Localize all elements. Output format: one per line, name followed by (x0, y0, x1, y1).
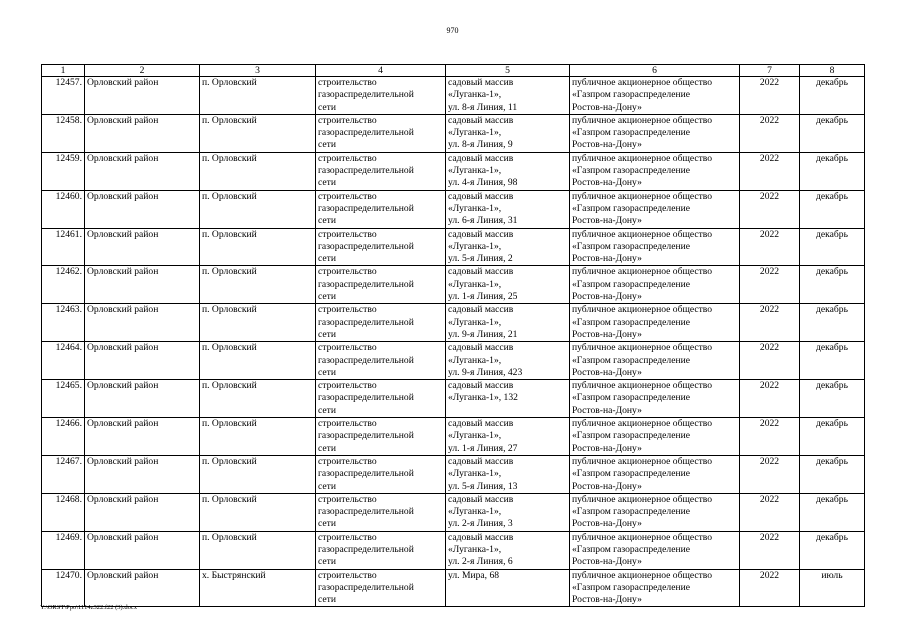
year-cell: 2022 (740, 228, 800, 266)
year-cell: 2022 (740, 380, 800, 418)
work-type-cell-line: строительство (318, 418, 377, 430)
organization-cell-line: публичное акционерное общество (572, 493, 713, 505)
settlement-cell: п. Орловский (200, 342, 316, 380)
organization-cell (570, 114, 740, 152)
column-header: 5 (446, 65, 570, 77)
work-type-cell-line: газораспределительной (318, 240, 414, 252)
organization-cell-line: Ростов-на-Дону» (572, 253, 642, 265)
address-cell-line (448, 405, 567, 417)
year-cell: 2022 (740, 114, 800, 152)
address-cell-line: ул. 8-я Линия, 11 (448, 101, 518, 113)
organization-cell-line: Ростов-на-Дону» (572, 556, 642, 568)
work-type-cell-line: газораспределительной (318, 581, 414, 593)
organization-cell-line: публичное акционерное общество (572, 342, 713, 354)
work-type-cell-line: газораспределительной (318, 127, 414, 139)
organization-cell-line: публичное акционерное общество (572, 304, 713, 316)
work-type-cell-line: сети (318, 328, 336, 340)
month-cell: декабрь (800, 190, 865, 228)
work-type-cell-line: газораспределительной (318, 278, 414, 290)
row-number: 12461. (42, 228, 85, 266)
address-cell-line: «Луганка-1», (448, 316, 502, 328)
month-cell: декабрь (800, 114, 865, 152)
organization-cell-line: Ростов-на-Дону» (572, 594, 642, 606)
address-cell-line: ул. 2-я Линия, 6 (448, 556, 513, 568)
work-type-cell-line: сети (318, 366, 336, 378)
table-row (42, 190, 865, 228)
organization-cell (570, 342, 740, 380)
address-cell-line: садовый массив (448, 266, 514, 278)
work-type-cell (316, 418, 446, 456)
address-cell-line: «Луганка-1», (448, 240, 502, 252)
work-type-cell-line: газораспределительной (318, 202, 414, 214)
month-cell: декабрь (800, 266, 865, 304)
row-number: 12458. (42, 114, 85, 152)
month-cell: декабрь (800, 455, 865, 493)
organization-cell (570, 266, 740, 304)
work-type-cell (316, 455, 446, 493)
work-type-cell-line: строительство (318, 304, 377, 316)
address-cell-line: ул. Мира, 68 (448, 569, 500, 581)
month-cell: декабрь (800, 418, 865, 456)
table-row (42, 531, 865, 569)
address-cell (446, 569, 570, 607)
organization-cell-line: Ростов-на-Дону» (572, 177, 642, 189)
row-number: 12466. (42, 418, 85, 456)
district-cell: Орловский район (85, 266, 200, 304)
work-type-cell (316, 114, 446, 152)
district-cell: Орловский район (85, 152, 200, 190)
table-row (42, 77, 865, 115)
address-cell (446, 380, 570, 418)
organization-cell-line: «Газпром газораспределение (572, 240, 690, 252)
address-cell (446, 114, 570, 152)
organization-cell-line: публичное акционерное общество (572, 266, 713, 278)
organization-cell-line: «Газпром газораспределение (572, 468, 690, 480)
year-cell: 2022 (740, 493, 800, 531)
organization-cell (570, 418, 740, 456)
settlement-cell: п. Орловский (200, 228, 316, 266)
row-number: 12460. (42, 190, 85, 228)
address-cell-line: садовый массив (448, 531, 514, 543)
organization-cell-line: «Газпром газораспределение (572, 543, 690, 555)
work-type-cell-line: сети (318, 556, 336, 568)
address-cell-line: садовый массив (448, 455, 514, 467)
work-type-cell (316, 266, 446, 304)
month-cell: декабрь (800, 342, 865, 380)
work-type-cell-line: строительство (318, 228, 377, 240)
month-cell: декабрь (800, 531, 865, 569)
address-cell-line: «Луганка-1», 132 (448, 392, 518, 404)
work-type-cell-line: сети (318, 291, 336, 303)
address-cell (446, 455, 570, 493)
year-cell: 2022 (740, 304, 800, 342)
address-cell (446, 418, 570, 456)
row-number: 12462. (42, 266, 85, 304)
settlement-cell: п. Орловский (200, 493, 316, 531)
district-cell: Орловский район (85, 114, 200, 152)
work-type-cell-line: газораспределительной (318, 316, 414, 328)
address-cell-line: «Луганка-1», (448, 543, 502, 555)
organization-cell-line: Ростов-на-Дону» (572, 101, 642, 113)
work-type-cell-line: газораспределительной (318, 468, 414, 480)
address-cell-line: «Луганка-1», (448, 202, 502, 214)
address-cell-line: ул. 5-я Линия, 2 (448, 253, 513, 265)
work-type-cell-line: сети (318, 139, 336, 151)
table-row (42, 455, 865, 493)
district-cell: Орловский район (85, 569, 200, 607)
district-cell: Орловский район (85, 190, 200, 228)
year-cell: 2022 (740, 266, 800, 304)
row-number: 12469. (42, 531, 85, 569)
work-type-cell (316, 531, 446, 569)
organization-cell (570, 152, 740, 190)
address-cell-line: «Луганка-1», (448, 468, 502, 480)
work-type-cell-line: газораспределительной (318, 506, 414, 518)
settlement-cell: п. Орловский (200, 77, 316, 115)
address-cell-line: садовый массив (448, 114, 514, 126)
row-number: 12459. (42, 152, 85, 190)
month-cell: декабрь (800, 77, 865, 115)
organization-cell-line: «Газпром газораспределение (572, 430, 690, 442)
table-row (42, 569, 865, 607)
work-type-cell-line: строительство (318, 493, 377, 505)
work-type-cell-line: сети (318, 253, 336, 265)
year-cell: 2022 (740, 342, 800, 380)
table-body (42, 77, 865, 607)
address-cell-line: садовый массив (448, 77, 514, 88)
month-cell: декабрь (800, 228, 865, 266)
address-cell (446, 152, 570, 190)
work-type-cell (316, 190, 446, 228)
address-cell-line: «Луганка-1», (448, 430, 502, 442)
organization-cell (570, 569, 740, 607)
address-cell-line: «Луганка-1», (448, 354, 502, 366)
organization-cell-line: Ростов-на-Дону» (572, 404, 642, 416)
address-cell-line: «Луганка-1», (448, 506, 502, 518)
address-cell (446, 190, 570, 228)
organization-cell (570, 531, 740, 569)
work-type-cell-line: строительство (318, 455, 377, 467)
address-cell-line: ул. 4-я Линия, 98 (448, 177, 518, 189)
organization-cell-line: Ростов-на-Дону» (572, 366, 642, 378)
column-header: 1 (42, 65, 85, 77)
address-cell (446, 77, 570, 115)
column-header: 8 (800, 65, 865, 77)
organization-cell (570, 493, 740, 531)
work-type-cell-line: строительство (318, 266, 377, 278)
district-cell: Орловский район (85, 455, 200, 493)
settlement-cell: п. Орловский (200, 114, 316, 152)
month-cell: декабрь (800, 304, 865, 342)
address-cell (446, 304, 570, 342)
work-type-cell (316, 569, 446, 607)
work-type-cell-line: сети (318, 177, 336, 189)
organization-cell-line: публичное акционерное общество (572, 531, 713, 543)
address-cell-line: садовый массив (448, 380, 514, 392)
table-row (42, 228, 865, 266)
month-cell: июль (800, 569, 865, 607)
work-type-cell (316, 342, 446, 380)
address-cell-line (448, 594, 567, 606)
work-type-cell (316, 77, 446, 115)
work-type-cell (316, 380, 446, 418)
work-type-cell-line: газораспределительной (318, 430, 414, 442)
year-cell: 2022 (740, 418, 800, 456)
row-number: 12470. (42, 569, 85, 607)
settlement-cell: п. Орловский (200, 152, 316, 190)
work-type-cell-line: строительство (318, 190, 377, 202)
row-number: 12465. (42, 380, 85, 418)
organization-cell-line: «Газпром газораспределение (572, 278, 690, 290)
organization-cell-line: «Газпром газораспределение (572, 165, 690, 177)
work-type-cell (316, 304, 446, 342)
organization-cell-line: публичное акционерное общество (572, 418, 713, 430)
work-type-cell-line: строительство (318, 152, 377, 164)
month-cell: декабрь (800, 152, 865, 190)
district-cell: Орловский район (85, 418, 200, 456)
address-cell-line (448, 582, 567, 594)
month-cell: декабрь (800, 380, 865, 418)
row-number: 12463. (42, 304, 85, 342)
work-type-cell-line: строительство (318, 77, 377, 88)
organization-cell-line: Ростов-на-Дону» (572, 442, 642, 454)
organization-cell-line: публичное акционерное общество (572, 228, 713, 240)
table-row (42, 493, 865, 531)
organization-cell-line: публичное акционерное общество (572, 380, 713, 392)
address-cell-line: «Луганка-1», (448, 127, 502, 139)
organization-cell (570, 304, 740, 342)
organization-cell (570, 455, 740, 493)
settlement-cell: п. Орловский (200, 380, 316, 418)
organization-cell-line: «Газпром газораспределение (572, 506, 690, 518)
address-cell-line: ул. 8-я Линия, 9 (448, 139, 513, 151)
organization-cell (570, 190, 740, 228)
work-type-cell-line: строительство (318, 569, 377, 581)
table-row (42, 304, 865, 342)
work-type-cell-line: сети (318, 518, 336, 530)
district-cell: Орловский район (85, 228, 200, 266)
address-cell-line: ул. 9-я Линия, 423 (448, 366, 523, 378)
file-path-footer: Y:\ORST\Ppo\1114z322.f22 (3).docx (40, 604, 137, 611)
table-header (42, 65, 865, 77)
register-table (41, 64, 865, 607)
address-cell-line: «Луганка-1», (448, 165, 502, 177)
table-row (42, 418, 865, 456)
organization-cell (570, 228, 740, 266)
organization-cell-line: Ростов-на-Дону» (572, 480, 642, 492)
column-number-row (42, 65, 865, 77)
work-type-cell-line: газораспределительной (318, 165, 414, 177)
year-cell: 2022 (740, 152, 800, 190)
work-type-cell-line: газораспределительной (318, 392, 414, 404)
settlement-cell: п. Орловский (200, 418, 316, 456)
address-cell-line: садовый массив (448, 418, 514, 430)
organization-cell-line: «Газпром газораспределение (572, 316, 690, 328)
column-header: 2 (85, 65, 200, 77)
address-cell-line: садовый массив (448, 190, 514, 202)
settlement-cell: п. Орловский (200, 455, 316, 493)
month-cell: декабрь (800, 493, 865, 531)
address-cell-line: ул. 5-я Линия, 13 (448, 480, 518, 492)
work-type-cell-line: строительство (318, 531, 377, 543)
work-type-cell-line: сети (318, 594, 336, 606)
table-row (42, 342, 865, 380)
organization-cell-line: публичное акционерное общество (572, 114, 713, 126)
work-type-cell (316, 228, 446, 266)
column-header: 6 (570, 65, 740, 77)
district-cell: Орловский район (85, 77, 200, 115)
year-cell: 2022 (740, 455, 800, 493)
organization-cell (570, 77, 740, 115)
column-header: 3 (200, 65, 316, 77)
address-cell-line: ул. 1-я Линия, 25 (448, 291, 518, 303)
address-cell (446, 266, 570, 304)
row-number: 12467. (42, 455, 85, 493)
organization-cell-line: Ростов-на-Дону» (572, 518, 642, 530)
address-cell-line: ул. 1-я Линия, 27 (448, 442, 518, 454)
organization-cell-line: «Газпром газораспределение (572, 127, 690, 139)
table-row (42, 114, 865, 152)
district-cell: Орловский район (85, 304, 200, 342)
work-type-cell (316, 493, 446, 531)
work-type-cell-line: строительство (318, 342, 377, 354)
organization-cell-line: Ростов-на-Дону» (572, 328, 642, 340)
address-cell (446, 342, 570, 380)
work-type-cell-line: строительство (318, 114, 377, 126)
district-cell: Орловский район (85, 493, 200, 531)
work-type-cell-line: газораспределительной (318, 354, 414, 366)
page-number: 970 (446, 26, 459, 35)
organization-cell-line: «Газпром газораспределение (572, 581, 690, 593)
organization-cell-line: Ростов-на-Дону» (572, 215, 642, 227)
organization-cell-line: «Газпром газораспределение (572, 89, 690, 101)
address-cell-line: садовый массив (448, 342, 514, 354)
work-type-cell-line: сети (318, 442, 336, 454)
organization-cell-line: «Газпром газораспределение (572, 354, 690, 366)
row-number: 12464. (42, 342, 85, 380)
settlement-cell: п. Орловский (200, 190, 316, 228)
year-cell: 2022 (740, 531, 800, 569)
settlement-cell: п. Орловский (200, 266, 316, 304)
organization-cell-line: Ростов-на-Дону» (572, 291, 642, 303)
organization-cell (570, 380, 740, 418)
district-cell: Орловский район (85, 342, 200, 380)
year-cell: 2022 (740, 77, 800, 115)
row-number: 12457. (42, 77, 85, 115)
table-row (42, 152, 865, 190)
organization-cell-line: «Газпром газораспределение (572, 392, 690, 404)
table-row (42, 266, 865, 304)
organization-cell-line: публичное акционерное общество (572, 77, 713, 88)
row-number: 12468. (42, 493, 85, 531)
settlement-cell: х. Быстрянский (200, 569, 316, 607)
work-type-cell (316, 152, 446, 190)
address-cell-line: садовый массив (448, 228, 514, 240)
work-type-cell-line: сети (318, 480, 336, 492)
address-cell-line: «Луганка-1», (448, 278, 502, 290)
settlement-cell: п. Орловский (200, 304, 316, 342)
settlement-cell: п. Орловский (200, 531, 316, 569)
organization-cell-line: публичное акционерное общество (572, 152, 713, 164)
address-cell (446, 493, 570, 531)
district-cell: Орловский район (85, 380, 200, 418)
work-type-cell-line: строительство (318, 380, 377, 392)
work-type-cell-line: газораспределительной (318, 89, 414, 101)
organization-cell-line: публичное акционерное общество (572, 569, 713, 581)
address-cell-line: ул. 2-я Линия, 3 (448, 518, 513, 530)
address-cell (446, 531, 570, 569)
address-cell-line: садовый массив (448, 152, 514, 164)
address-cell-line: садовый массив (448, 493, 514, 505)
table-row (42, 380, 865, 418)
work-type-cell-line: газораспределительной (318, 543, 414, 555)
work-type-cell-line: сети (318, 215, 336, 227)
address-cell-line: «Луганка-1», (448, 89, 502, 101)
address-cell-line: ул. 6-я Линия, 31 (448, 215, 518, 227)
work-type-cell-line: сети (318, 101, 336, 113)
column-header: 4 (316, 65, 446, 77)
organization-cell-line: публичное акционерное общество (572, 190, 713, 202)
year-cell: 2022 (740, 190, 800, 228)
address-cell-line: садовый массив (448, 304, 514, 316)
work-type-cell-line: сети (318, 404, 336, 416)
address-cell-line: ул. 9-я Линия, 21 (448, 328, 518, 340)
organization-cell-line: публичное акционерное общество (572, 455, 713, 467)
organization-cell-line: «Газпром газораспределение (572, 202, 690, 214)
organization-cell-line: Ростов-на-Дону» (572, 139, 642, 151)
address-cell (446, 228, 570, 266)
year-cell: 2022 (740, 569, 800, 607)
column-header: 7 (740, 65, 800, 77)
district-cell: Орловский район (85, 531, 200, 569)
